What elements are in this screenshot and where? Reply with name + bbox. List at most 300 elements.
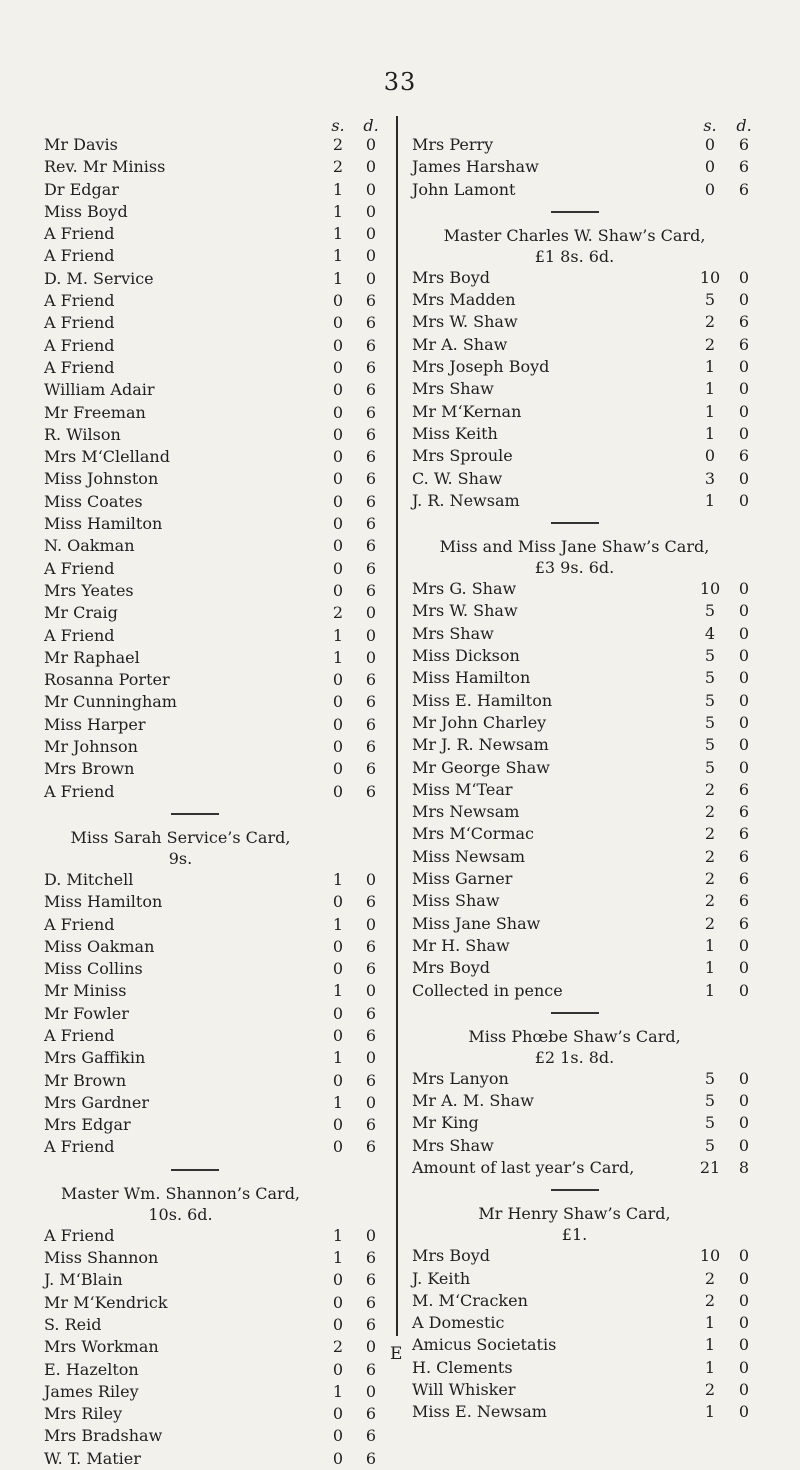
shillings-value: 0 xyxy=(332,959,344,979)
shillings-value: 2 xyxy=(704,1290,716,1310)
donor-row xyxy=(44,958,387,980)
pence-value: 0 xyxy=(365,157,377,177)
shillings-value: 1 xyxy=(332,647,344,667)
pence-value: 0 xyxy=(738,668,750,688)
donor-row xyxy=(412,1401,750,1423)
shillings-value: 1 xyxy=(704,1402,716,1422)
donor-name: Mr A. Shaw xyxy=(412,334,508,354)
donor-row xyxy=(412,801,750,823)
donor-row xyxy=(44,290,387,312)
shillings-value: 1 xyxy=(332,1092,344,1112)
donor-name: Mrs Boyd xyxy=(412,267,490,287)
donor-name: A Friend xyxy=(44,357,115,377)
donor-row xyxy=(44,1070,387,1092)
shillings-value: 10 xyxy=(699,579,721,599)
pence-value: 0 xyxy=(738,601,750,621)
shillings-value: 5 xyxy=(704,1113,716,1133)
donor-row xyxy=(412,846,750,868)
donor-name: Mr H. Shaw xyxy=(412,935,510,955)
donor-row xyxy=(412,712,750,734)
shillings-value: 0 xyxy=(332,759,344,779)
donor-name: Mr J. R. Newsam xyxy=(412,735,549,755)
shillings-value: 0 xyxy=(332,892,344,912)
shillings-value: 0 xyxy=(332,1137,344,1157)
shillings-value: 1 xyxy=(704,401,716,421)
shillings-value: 1 xyxy=(704,958,716,978)
shillings-value: 0 xyxy=(332,424,344,444)
shillings-value: 2 xyxy=(704,869,716,889)
donor-name: A Friend xyxy=(44,246,115,266)
pence-value: 6 xyxy=(365,1137,377,1157)
shillings-value: 2 xyxy=(332,135,344,154)
donor-name: Miss Newsam xyxy=(412,846,526,866)
donor-row xyxy=(44,736,387,758)
shillings-value: 1 xyxy=(332,201,344,221)
donor-name: Mr Miniss xyxy=(44,981,127,1001)
shillings-value: 0 xyxy=(332,781,344,801)
pence-value: 6 xyxy=(365,491,377,511)
pence-value: 0 xyxy=(738,357,750,377)
shillings-value: 1 xyxy=(332,224,344,244)
donor-row xyxy=(412,1312,750,1334)
donor-name: Miss E. Newsam xyxy=(412,1402,547,1422)
donor-row xyxy=(412,823,750,845)
pence-value: 0 xyxy=(738,267,750,287)
shillings-value: 5 xyxy=(704,712,716,732)
shillings-label: s. xyxy=(331,116,345,135)
donor-row xyxy=(412,490,750,512)
shillings-value: 10 xyxy=(699,1246,721,1266)
page-number: 33 xyxy=(383,68,417,96)
donor-row xyxy=(44,1225,387,1247)
donor-list xyxy=(44,134,387,803)
card-title: Master Wm. Shannon’s Card, xyxy=(60,1183,301,1203)
donor-row xyxy=(44,1247,387,1269)
pence-value: 6 xyxy=(738,891,750,911)
shillings-value: 5 xyxy=(704,646,716,666)
donor-row xyxy=(44,1003,387,1025)
donor-name: Mr Johnson xyxy=(44,737,138,757)
card-title: Miss Sarah Service’s Card, xyxy=(70,827,291,847)
pence-value: 0 xyxy=(738,646,750,666)
shillings-value: 1 xyxy=(704,935,716,955)
shillings-value: 0 xyxy=(332,447,344,467)
pence-label: d. xyxy=(363,116,379,135)
signature-mark: E xyxy=(390,1344,403,1364)
shillings-value: 0 xyxy=(332,1359,344,1379)
donor-name: Mrs Workman xyxy=(44,1337,159,1357)
donor-row xyxy=(412,1245,750,1267)
donor-name: E. Hazelton xyxy=(44,1359,139,1379)
donor-name: Mrs Bradshaw xyxy=(44,1426,163,1446)
donor-list xyxy=(44,1225,387,1470)
donor-row xyxy=(44,402,387,424)
pence-value: 6 xyxy=(365,1292,377,1312)
donor-row xyxy=(412,1379,750,1401)
donor-name: Collected in pence xyxy=(412,980,563,1000)
pence-value: 0 xyxy=(365,1048,377,1068)
donor-list xyxy=(412,267,750,512)
pence-value: 0 xyxy=(738,1268,750,1288)
shillings-value: 2 xyxy=(332,157,344,177)
donor-row xyxy=(412,935,750,957)
pence-value: 0 xyxy=(365,201,377,221)
donor-row xyxy=(412,378,750,400)
pence-value: 6 xyxy=(738,869,750,889)
donor-row xyxy=(412,980,750,1002)
pence-value: 6 xyxy=(365,692,377,712)
pence-value: 6 xyxy=(738,824,750,844)
donor-row xyxy=(44,1336,387,1358)
shillings-value: 1 xyxy=(704,490,716,510)
shillings-value: 1 xyxy=(332,179,344,199)
donor-list xyxy=(412,1068,750,1179)
pence-value: 6 xyxy=(365,580,377,600)
card-title: Mr Henry Shaw’s Card, xyxy=(478,1204,671,1224)
pence-value: 0 xyxy=(738,423,750,443)
shillings-value: 1 xyxy=(332,246,344,266)
shillings-value: 0 xyxy=(332,1314,344,1334)
donor-name: Will Whisker xyxy=(412,1380,516,1400)
donor-row xyxy=(44,1314,387,1336)
pence-value: 6 xyxy=(738,446,750,466)
donor-row xyxy=(44,1269,387,1291)
shillings-value: 5 xyxy=(704,757,716,777)
donor-row xyxy=(412,156,750,178)
donor-row xyxy=(44,1136,387,1158)
donor-name: Mrs Brown xyxy=(44,759,135,779)
shillings-value: 1 xyxy=(704,379,716,399)
donor-row xyxy=(412,334,750,356)
pence-value: 0 xyxy=(365,1381,377,1401)
donor-name: Miss Johnston xyxy=(44,469,159,489)
donor-name: Mrs Yeates xyxy=(44,580,134,600)
donor-name: Mrs Sproule xyxy=(412,446,513,466)
donor-name: Mrs W. Shaw xyxy=(412,312,518,332)
donor-name: Amount of last year’s Card, xyxy=(412,1157,635,1177)
donor-name: D. Mitchell xyxy=(44,869,134,889)
donor-name: A Friend xyxy=(44,313,115,333)
shillings-value: 2 xyxy=(332,1337,344,1357)
shillings-value: 0 xyxy=(332,291,344,311)
donor-row xyxy=(44,936,387,958)
shillings-value: 0 xyxy=(332,714,344,734)
donor-list xyxy=(412,1245,750,1423)
shillings-value: 1 xyxy=(332,625,344,645)
donor-name: A Domestic xyxy=(412,1313,505,1333)
card-title: Master Charles W. Shaw’s Card, xyxy=(443,225,706,245)
pence-value: 6 xyxy=(365,357,377,377)
section-rule xyxy=(412,1002,737,1024)
donor-row xyxy=(44,914,387,936)
donor-name: J. Keith xyxy=(412,1268,471,1288)
donor-name: C. W. Shaw xyxy=(412,468,503,488)
donor-name: James Harshaw xyxy=(412,157,539,177)
donor-name: Mr King xyxy=(412,1113,479,1133)
pence-value: 0 xyxy=(738,1290,750,1310)
donor-row xyxy=(44,781,387,803)
donor-row xyxy=(412,1135,750,1157)
donor-row xyxy=(412,1112,750,1134)
donor-row xyxy=(44,535,387,557)
shillings-value: 5 xyxy=(704,1068,716,1088)
shillings-value: 0 xyxy=(332,357,344,377)
shillings-value: 1 xyxy=(704,423,716,443)
pence-value: 6 xyxy=(738,312,750,332)
donor-row xyxy=(412,690,750,712)
shillings-value: 2 xyxy=(704,334,716,354)
donor-name: Mr A. M. Shaw xyxy=(412,1091,534,1111)
donor-name: A Friend xyxy=(44,291,115,311)
pence-value: 0 xyxy=(738,290,750,310)
donor-row xyxy=(44,513,387,535)
pence-value: 0 xyxy=(738,379,750,399)
donor-name: Miss Dickson xyxy=(412,646,520,666)
donor-name: J. R. Newsam xyxy=(412,490,520,510)
donor-row xyxy=(44,980,387,1002)
shillings-value: 2 xyxy=(704,824,716,844)
shillings-value: 1 xyxy=(704,980,716,1000)
donor-row xyxy=(412,1157,750,1179)
donor-name: Mrs Lanyon xyxy=(412,1068,509,1088)
pence-value: 6 xyxy=(365,714,377,734)
card-title: Miss Phœbe Shaw’s Card, xyxy=(468,1026,681,1046)
donor-name: Mr Cunningham xyxy=(44,692,177,712)
shillings-value: 0 xyxy=(332,469,344,489)
donor-name: Mrs Perry xyxy=(412,135,494,154)
pence-value: 6 xyxy=(365,1448,377,1468)
donor-row xyxy=(44,1092,387,1114)
shillings-value: 0 xyxy=(332,491,344,511)
donor-row xyxy=(412,1334,750,1356)
pence-value: 6 xyxy=(365,1025,377,1045)
shillings-value: 1 xyxy=(704,357,716,377)
donor-name: Mr M‘Kernan xyxy=(412,401,522,421)
donor-row xyxy=(44,491,387,513)
shillings-value: 5 xyxy=(704,735,716,755)
donor-row xyxy=(44,1114,387,1136)
pence-value: 0 xyxy=(738,958,750,978)
donor-row xyxy=(44,1448,387,1470)
donor-row xyxy=(412,134,750,156)
donor-name: Mrs Shaw xyxy=(412,623,494,643)
donor-name: Rosanna Porter xyxy=(44,670,170,690)
pence-value: 0 xyxy=(738,1313,750,1333)
shillings-value: 2 xyxy=(704,779,716,799)
shillings-value: 0 xyxy=(332,580,344,600)
donor-row xyxy=(412,423,750,445)
donor-name: Miss E. Hamilton xyxy=(412,690,553,710)
donor-name: Miss Hamilton xyxy=(44,892,163,912)
column-divider xyxy=(396,116,398,1336)
pence-value: 0 xyxy=(738,579,750,599)
right-column xyxy=(412,116,752,1424)
shillings-value: 0 xyxy=(332,1070,344,1090)
donor-row xyxy=(44,1381,387,1403)
pence-value: 0 xyxy=(365,914,377,934)
donor-name: Mrs G. Shaw xyxy=(412,579,517,599)
shillings-value: 2 xyxy=(704,802,716,822)
donor-name: Miss Shannon xyxy=(44,1248,159,1268)
donor-name: A Friend xyxy=(44,224,115,244)
donor-name: A Friend xyxy=(44,1225,115,1245)
pence-value: 0 xyxy=(738,690,750,710)
pence-value: 6 xyxy=(365,335,377,355)
donor-name: W. T. Matier xyxy=(44,1448,141,1468)
donor-row xyxy=(412,311,750,333)
donor-row xyxy=(44,602,387,624)
shillings-value: 5 xyxy=(704,668,716,688)
donor-name: Amicus Societatis xyxy=(412,1335,557,1355)
pence-value: 0 xyxy=(365,625,377,645)
pence-value: 0 xyxy=(738,935,750,955)
units-header xyxy=(412,116,752,135)
donor-row xyxy=(412,757,750,779)
donor-name: Mrs Riley xyxy=(44,1404,123,1424)
donor-name: A Friend xyxy=(44,1137,115,1157)
shillings-value: 0 xyxy=(332,514,344,534)
donor-name: Mr M‘Kendrick xyxy=(44,1292,168,1312)
shillings-value: 2 xyxy=(704,913,716,933)
donor-name: Miss Hamilton xyxy=(412,668,531,688)
donor-row xyxy=(44,268,387,290)
shillings-value: 2 xyxy=(704,846,716,866)
pence-value: 0 xyxy=(365,1337,377,1357)
donor-row xyxy=(44,379,387,401)
pence-value: 0 xyxy=(738,1113,750,1133)
pence-value: 0 xyxy=(738,468,750,488)
donor-name: Dr Edgar xyxy=(44,179,119,199)
donor-name: Miss Boyd xyxy=(44,201,128,221)
donor-name: Mrs Madden xyxy=(412,290,516,310)
shillings-value: 2 xyxy=(704,312,716,332)
pence-value: 6 xyxy=(365,1070,377,1090)
donor-name: Mr Raphael xyxy=(44,647,140,667)
donor-row xyxy=(412,913,750,935)
pence-value: 6 xyxy=(365,936,377,956)
donor-name: Mr Davis xyxy=(44,135,118,154)
donor-name: Miss Keith xyxy=(412,423,498,443)
donor-row xyxy=(412,623,750,645)
pence-value: 6 xyxy=(365,781,377,801)
donor-name: Mr Fowler xyxy=(44,1003,129,1023)
card-amount: £1. xyxy=(561,1225,588,1245)
pence-value: 6 xyxy=(738,334,750,354)
donor-name: Mrs Boyd xyxy=(412,1246,490,1266)
pence-value: 0 xyxy=(738,980,750,1000)
shillings-value: 0 xyxy=(332,1270,344,1290)
pence-value: 6 xyxy=(365,892,377,912)
pence-value: 6 xyxy=(365,1359,377,1379)
donor-row xyxy=(44,558,387,580)
shillings-value: 5 xyxy=(704,1135,716,1155)
donor-name: J. M‘Blain xyxy=(44,1270,123,1290)
pence-value: 0 xyxy=(738,1335,750,1355)
pence-value: 0 xyxy=(365,179,377,199)
pence-value: 6 xyxy=(738,157,750,177)
donor-name: Miss Jane Shaw xyxy=(412,913,541,933)
donor-row xyxy=(44,335,387,357)
shillings-value: 5 xyxy=(704,290,716,310)
shillings-value: 1 xyxy=(332,1225,344,1245)
shillings-value: 0 xyxy=(332,1448,344,1468)
pence-value: 6 xyxy=(738,913,750,933)
donor-row xyxy=(412,289,750,311)
donor-row xyxy=(44,758,387,780)
pence-value: 6 xyxy=(365,402,377,422)
donor-name: N. Oakman xyxy=(44,536,135,556)
card-title: Miss and Miss Jane Shaw’s Card, xyxy=(439,537,710,557)
donor-row xyxy=(412,578,750,600)
pence-value: 6 xyxy=(365,447,377,467)
donor-row xyxy=(44,580,387,602)
shillings-value: 0 xyxy=(332,1292,344,1312)
shillings-value: 1 xyxy=(704,1335,716,1355)
pence-value: 0 xyxy=(738,490,750,510)
donor-list xyxy=(412,134,750,201)
donor-row xyxy=(44,647,387,669)
units-header xyxy=(44,116,387,134)
card-amount: 9s. xyxy=(168,848,193,868)
donor-name: A Friend xyxy=(44,558,115,578)
donor-row xyxy=(44,1425,387,1447)
donor-name: Miss Shaw xyxy=(412,891,500,911)
donor-name: Mrs Shaw xyxy=(412,379,494,399)
donor-row xyxy=(412,179,750,201)
donor-name: Mr Freeman xyxy=(44,402,146,422)
card-amount: 10s. 6d. xyxy=(148,1204,213,1224)
donor-name: Mrs Newsam xyxy=(412,802,520,822)
donor-list xyxy=(44,869,387,1159)
donor-row xyxy=(44,1359,387,1381)
donor-row xyxy=(412,1068,750,1090)
pence-value: 0 xyxy=(738,623,750,643)
pence-value: 6 xyxy=(365,558,377,578)
shillings-value: 0 xyxy=(332,737,344,757)
shillings-value: 2 xyxy=(704,1268,716,1288)
donor-row xyxy=(44,424,387,446)
shillings-value: 0 xyxy=(704,135,716,154)
pence-value: 0 xyxy=(365,224,377,244)
shillings-value: 1 xyxy=(332,1381,344,1401)
donor-row xyxy=(44,669,387,691)
shillings-value: 0 xyxy=(332,1404,344,1424)
donor-row xyxy=(412,401,750,423)
pence-value: 6 xyxy=(365,469,377,489)
donor-name: A Friend xyxy=(44,1025,115,1045)
pence-value: 0 xyxy=(738,757,750,777)
shillings-value: 0 xyxy=(332,936,344,956)
shillings-value: 0 xyxy=(332,1003,344,1023)
donor-row xyxy=(44,245,387,267)
donor-name: Rev. Mr Miniss xyxy=(44,157,166,177)
pence-value: 6 xyxy=(738,179,750,199)
section-rule xyxy=(412,512,737,534)
donor-row xyxy=(412,667,750,689)
left-column xyxy=(44,116,387,1470)
donor-name: Mrs M‘Cormac xyxy=(412,824,534,844)
donor-name: Mr Craig xyxy=(44,603,118,623)
donor-name: Miss Garner xyxy=(412,869,513,889)
pence-value: 6 xyxy=(365,313,377,333)
shillings-value: 0 xyxy=(332,1426,344,1446)
shillings-value: 1 xyxy=(332,869,344,889)
pence-value: 6 xyxy=(365,1115,377,1135)
donor-row xyxy=(412,468,750,490)
pence-value: 6 xyxy=(365,1426,377,1446)
donor-row xyxy=(44,312,387,334)
pence-value: 0 xyxy=(365,603,377,623)
